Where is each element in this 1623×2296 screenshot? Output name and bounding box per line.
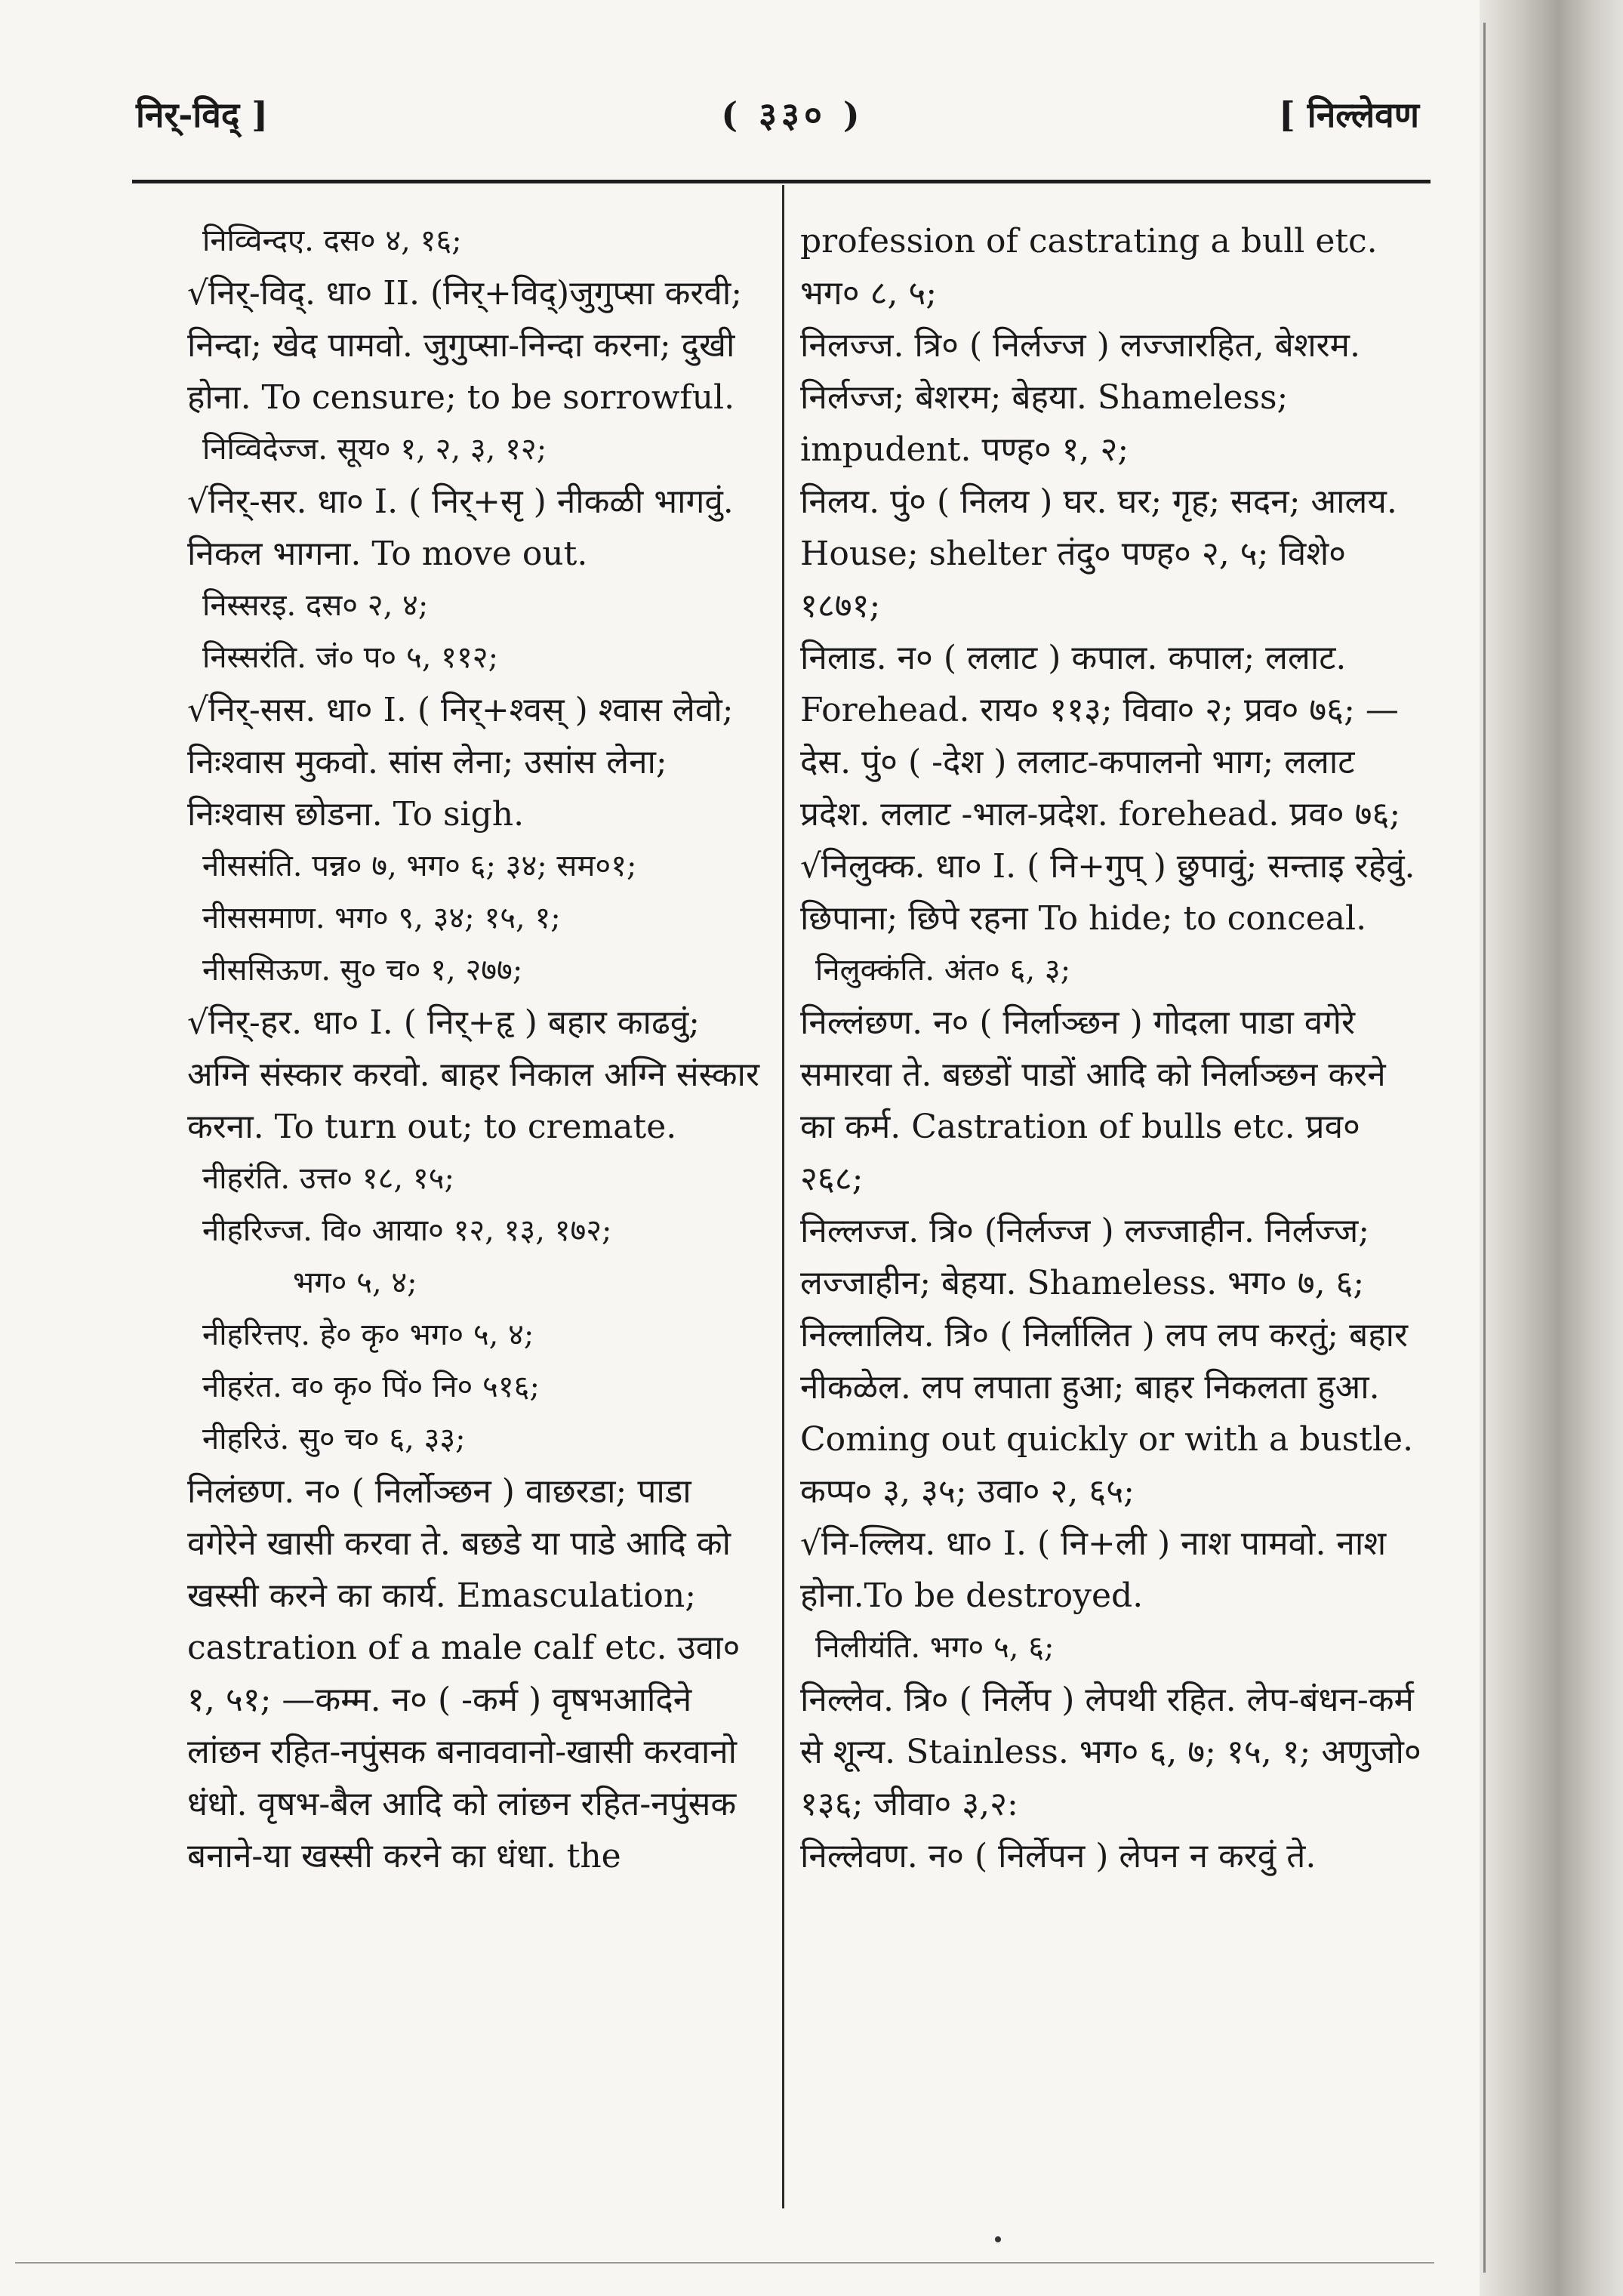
right-line-7: निल्लंछण. न० ( निर्लाञ्छन ) गोदला पाडा वगेरे समारवा ते. बछडों पाडों आदि को निर्लाञ्छन करने का कर्म. Castration of bulls etc. प्रव० २६८; [800, 1003, 1386, 1198]
right-line-12: निल्लेव. त्रि० ( निर्लेप ) लेपथी रहित. लेप-बंधन-कर्म से शून्य. Stainless. भग० ६, ७; १५, १; अणुजो० १३६; जीवा० ३,२: [800, 1681, 1421, 1823]
left-line-4: √निर्-सर. धा० I. ( निर्+सृ ) नीकळी भागवुं. निकल भागना. To move out. [187, 482, 734, 573]
left-line-16: नीहरंत. व० कृ० पिं० नि० ५१६; [202, 1370, 540, 1404]
page-number: ( ३३० ) [721, 94, 864, 135]
left-line-10: नीससिऊण. सु० च० १, २७७; [202, 953, 523, 988]
left-line-15: नीहरित्तए. हे० कृ० भग० ५, ४; [202, 1318, 534, 1352]
left-line-11: √निर्-हर. धा० I. ( निर्+हृ ) बहार काढवुं; अग्नि संस्कार करवो. बाहर निकाल अग्नि संस्कार करना. To turn out; to cremate. [187, 1003, 759, 1146]
left-line-14: भग० ५, ४; [293, 1265, 417, 1300]
right-column [800, 215, 1427, 1882]
right-line-2: निलज्ज. त्रि० ( निर्लज्ज ) लज्जारहित, बेशरम. निर्लज्ज; बेशरम; बेहया. Shameless; impudent. पण्ह० १, २; [800, 326, 1360, 469]
right-line-13: निल्लेवण. न० ( निर्लेपन ) लेपन न करवुं ते. [800, 1837, 1317, 1875]
left-line-1: निव्विन्दए. दस० ४, १६; [202, 223, 462, 258]
page-edge-line [1483, 23, 1486, 2273]
header-right-guideword: [ निल्लेवण [1279, 94, 1419, 135]
page-header [136, 76, 1419, 143]
left-line-18: निलंछण. न० ( निर्लोञ्छन ) वाछरडा; पाडा वगेरेने खासी करवा ते. बछडे या पाडे आदि को खस्सी करने का कार्य. Emasculation; castration of a male calf etc. उवा० १, ५१; —कम्म. न० ( -कर्म ) वृषभआदिने लांछन रहित-नपुंसक बनाववानो-खासी करवानो धंधो. वृषभ-बैल आदि को लांछन रहित-नपुंसक बनाने-या खस्सी करने का धंधा. the [187, 1472, 741, 1875]
left-line-2: √निर्-विद्. धा० II. (निर्+विद्)जुगुप्सा करवी; निन्दा; खेद पामवो. जुगुप्सा-निन्दा करना; दुखी होना. To censure; to be sorrowful. [187, 274, 743, 417]
right-line-10: √नि-ल्लिय. धा० I. ( नि+ली ) नाश पामवो. नाश होना.To be destroyed. [800, 1524, 1387, 1615]
left-line-8: नीससंति. पन्न० ७, भग० ६; ३४; सम०१; [202, 849, 637, 883]
left-line-3: निव्विदेज्ज. सूय० १, २, ३, १२; [202, 432, 547, 467]
header-left-guideword: निर्-विद् ] [136, 94, 269, 135]
right-line-9: निल्लालिय. त्रि० ( निर्लालित ) लप लप करतुं; बहार नीकळेल. लप लपाता हुआ; बाहर निकलता हुआ. Coming out quickly or with a bustle. कप्प० ३, ३५; उवा० २, ६५; [800, 1316, 1414, 1511]
book-edge-shadow [1480, 0, 1623, 2296]
left-line-9: नीससमाण. भग० ९, ३४; १५, १; [202, 901, 561, 935]
right-line-1: profession of castrating a bull etc. भग० ८, ५; [800, 222, 1378, 313]
left-line-17: नीहरिउं. सु० च० ६, ३३; [202, 1422, 466, 1456]
right-line-11: निलीयंति. भग० ५, ६; [815, 1630, 1055, 1665]
left-line-13: नीहरिज्ज. वि० आया० १२, १३, १७२; [202, 1213, 612, 1248]
ink-dot [995, 2236, 1001, 2242]
header-rule [132, 180, 1431, 183]
right-line-6: निलुक्कंति. अंत० ६, ३; [815, 953, 1071, 988]
left-line-12: नीहरंति. उत्त० १८, १५; [202, 1161, 454, 1196]
right-line-5: √निलुक्क. धा० I. ( नि+गुप् ) छुपावुं; सन्ताइ रहेवुं. छिपाना; छिपे रहना To hide; to conceal. [800, 847, 1415, 938]
right-line-8: निल्लज्ज. त्रि० (निर्लज्ज ) लज्जाहीन. निर्लज्ज; लज्जाहीन; बेहया. Shameless. भग० ७, ६; [800, 1212, 1370, 1302]
left-column [187, 215, 768, 1882]
left-line-6: निस्सरंति. जं० प० ५, ११२; [202, 640, 499, 675]
column-divider [782, 185, 784, 2208]
left-line-7: √निर्-सस. धा० I. ( निर्+श्वस् ) श्वास लेवो; निःश्वास मुकवो. सांस लेना; उसांस लेना; निःश्वास छोडना. To sigh. [187, 691, 734, 834]
right-line-4: निलाड. न० ( ललाट ) कपाल. कपाल; ललाट. Forehead. राय० ११३; विवा० २; प्रव० ७६; —देस. पुं० ( -देश ) ललाट-कपालनो भाग; ललाट प्रदेश. ललाट -भाल-प्रदेश. forehead. प्रव० ७६; [800, 639, 1401, 834]
right-line-3: निलय. पुं० ( निलय ) घर. घर; गृह; सदन; आलय. House; shelter तंदु० पण्ह० २, ५; विशे० १८७१; [800, 482, 1397, 625]
left-line-5: निस्सरइ. दस० २, ४; [202, 588, 429, 623]
bottom-rule [15, 2262, 1434, 2264]
